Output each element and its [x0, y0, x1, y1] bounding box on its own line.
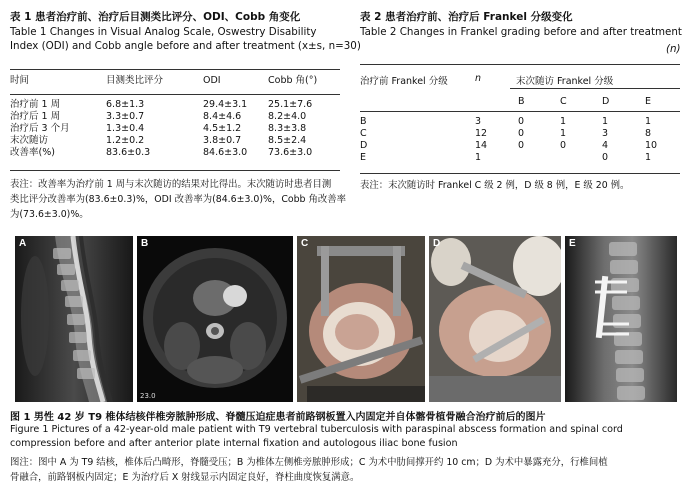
- table1-header-cobb: Cobb 角(°): [268, 75, 318, 86]
- table-cell: 3.3±0.7: [106, 111, 145, 122]
- mri-sagittal-image: [15, 236, 133, 402]
- table2-header-pre: 治疗前 Frankel 分级: [360, 76, 448, 87]
- table2-sub-header-e: E: [645, 96, 652, 107]
- table2-unit-label: (n): [666, 43, 681, 55]
- table-row: [360, 152, 680, 164]
- table-cell: 1.2±0.2: [106, 135, 145, 146]
- table-cell: [560, 152, 602, 164]
- table-cell: 0: [560, 140, 567, 151]
- figure-caption-cn: 图 1 男性 42 岁 T9 椎体结核伴椎旁脓肿形成、脊髓压迫症患者前路钢板置入内固定并自体髂骨植骨融合治疗前后的图片: [10, 412, 546, 423]
- table2-header-n: n: [475, 73, 482, 84]
- mri-corner-text: 23.0: [140, 392, 156, 400]
- table-cell: B: [360, 116, 367, 127]
- figure-panel-d-photo: [429, 236, 561, 402]
- table-cell: 末次随访: [10, 135, 49, 146]
- table-row: [10, 123, 340, 135]
- table1-top-rule: [10, 69, 340, 70]
- figure-caption-en-line-1: Figure 1 Pictures of a 42-year-old male patient with T9 vertebral tuberculosis with paraspinal abscess formation and spinal cord: [10, 424, 623, 435]
- panel-label-d: D: [433, 238, 441, 249]
- table-cell: 1: [475, 152, 482, 163]
- table2-bottom-rule: [360, 173, 680, 174]
- table2-group-rule: [510, 88, 680, 89]
- table-cell: 8.2±4.0: [268, 111, 307, 122]
- table-cell: E: [360, 152, 367, 163]
- table1-caption-en-line-1: Table 1 Changes in Visual Analog Scale, Oswestry Disability: [10, 26, 317, 38]
- table1-caption-en: [10, 25, 361, 53]
- table-cell: 29.4±3.1: [203, 99, 248, 110]
- table-cell: 治疗后 3 个月: [10, 123, 70, 134]
- figure-panel-c-photo: [297, 236, 425, 402]
- table2-top-rule: [360, 64, 680, 65]
- table-cell: 14: [475, 140, 488, 151]
- table2-sub-header-c: C: [560, 96, 567, 107]
- table-cell: 8.4±4.6: [203, 111, 242, 122]
- table2-body: [360, 116, 680, 164]
- surgery-photo-c: [297, 236, 425, 402]
- figure-panel-b-mri: [137, 236, 293, 402]
- table-cell: 1: [560, 116, 567, 127]
- table1-note: [10, 177, 346, 222]
- table-cell: 1: [602, 116, 609, 127]
- table-cell: 0: [518, 116, 525, 127]
- panel-label-a: A: [19, 238, 27, 249]
- table1-bottom-rule: [10, 170, 340, 171]
- table2-sub-header-b: B: [518, 96, 525, 107]
- table-cell: 12: [475, 128, 488, 139]
- mri-axial-image: [137, 236, 293, 402]
- table-cell: 8.3±3.8: [268, 123, 307, 134]
- table-cell: 0: [518, 128, 525, 139]
- figure-panel-e-xray: [565, 236, 677, 402]
- table-cell: 83.6±0.3: [106, 147, 151, 158]
- xray-image: [565, 236, 677, 402]
- table2-caption-cn: 表 2 患者治疗前、治疗后 Frankel 分级变化: [360, 11, 573, 23]
- table2-note: 表注：末次随访时 Frankel C 级 2 例，D 级 8 例，E 级 20 例。: [360, 180, 630, 191]
- surgery-photo-d: [429, 236, 561, 402]
- figure-panel-a-mri: [15, 236, 133, 402]
- table2-caption-en: Table 2 Changes in Frankel grading before and after treatment: [360, 26, 682, 38]
- table1-note-line-3: 为(73.6±3.0)%。: [10, 209, 89, 220]
- table1-header-odi: ODI: [203, 75, 221, 86]
- table-row: [10, 99, 340, 111]
- table1-header-vas: 目测类比评分: [106, 75, 164, 86]
- figure-caption-en-line-2: compression before and after anterior plate internal fixation and autologous iliac bone fusion: [10, 438, 458, 449]
- table-row: [360, 140, 680, 152]
- table-cell: D: [360, 140, 368, 151]
- table-cell: 1: [645, 116, 652, 127]
- figure-note-line-2: 骨融合，前路钢板内固定；E 为治疗后 X 射线显示内固定良好，脊柱曲度恢复满意。: [10, 472, 360, 483]
- table-cell: 25.1±7.6: [268, 99, 313, 110]
- table2-header-group: 末次随访 Frankel 分级: [516, 76, 614, 87]
- table1-caption-cn: 表 1 患者治疗前、治疗后目测类比评分、ODI、Cobb 角变化: [10, 11, 301, 23]
- table-cell: 3: [602, 128, 609, 139]
- table-row: [360, 128, 680, 140]
- table-cell: 4.5±1.2: [203, 123, 242, 134]
- table2-header-rule: [360, 111, 680, 112]
- table-row: [10, 111, 340, 123]
- table2-sub-header-d: D: [602, 96, 610, 107]
- figure-caption-en: [10, 423, 623, 451]
- table-row: [10, 135, 340, 147]
- table1-note-line-2: 类比评分改善率为(83.6±0.3)%，ODI 改善率为(84.6±3.0)%，Cobb 角改善率: [10, 194, 346, 205]
- table1-caption-en-line-2: Index (ODI) and Cobb angle before and after treatment (x±s, n=30): [10, 40, 361, 52]
- table-cell: 0: [602, 152, 609, 163]
- table-cell: 治疗前 1 周: [10, 99, 61, 110]
- figure-note-line-1: 图注：图中 A 为 T9 结核，椎体后凸畸形，脊髓受压；B 为椎体左侧椎旁脓肿形成；C 为术中肋间撑开约 10 cm；D 为术中暴露充分，行椎间植: [10, 457, 608, 468]
- table-cell: [518, 152, 560, 164]
- table-cell: 84.6±3.0: [203, 147, 248, 158]
- table1-header: [10, 75, 340, 87]
- table-cell: 6.8±1.3: [106, 99, 145, 110]
- table-cell: 8: [645, 128, 652, 139]
- table1-header-time: 时间: [10, 75, 30, 86]
- table-cell: C: [360, 128, 367, 139]
- table-cell: 改善率(%): [10, 147, 55, 158]
- table-cell: 3: [475, 116, 482, 127]
- table1-note-line-1: 表注：改善率为治疗前 1 周与末次随访的结果对比得出。末次随访时患者目测: [10, 179, 332, 190]
- figure-note: [10, 455, 608, 485]
- panel-label-e: E: [569, 238, 576, 249]
- table1-body: [10, 99, 340, 159]
- table1-header-rule: [10, 94, 340, 95]
- table-cell: 4: [602, 140, 609, 151]
- table-cell: 1.3±0.4: [106, 123, 145, 134]
- table-cell: 1: [560, 128, 567, 139]
- table-cell: 治疗后 1 周: [10, 111, 61, 122]
- table-cell: 10: [645, 140, 658, 151]
- panel-label-c: C: [301, 238, 309, 249]
- table-row: [360, 116, 680, 128]
- table-cell: 3.8±0.7: [203, 135, 242, 146]
- panel-label-b: B: [141, 238, 149, 249]
- table-cell: 73.6±3.0: [268, 147, 313, 158]
- table-cell: 0: [518, 140, 525, 151]
- table-cell: 8.5±2.4: [268, 135, 307, 146]
- table-row: [10, 147, 340, 159]
- table-cell: 1: [645, 152, 652, 163]
